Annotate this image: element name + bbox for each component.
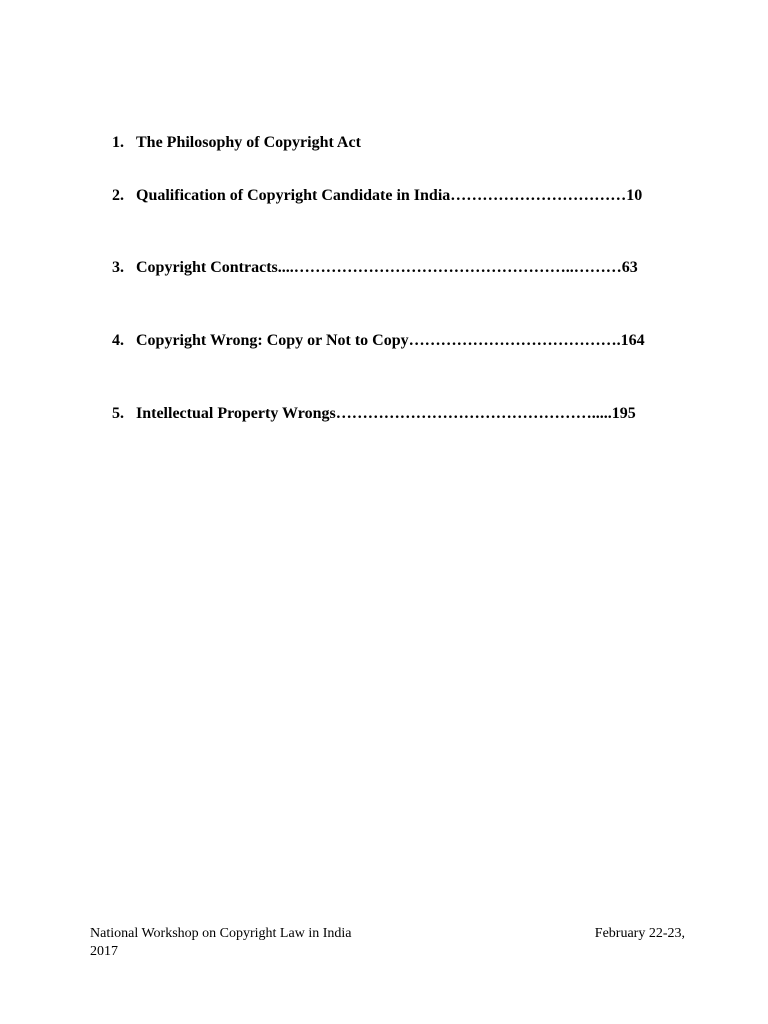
footer-date: February 22-23, xyxy=(594,926,685,941)
toc-entry-number: 3. xyxy=(112,259,124,276)
footer-event-title: National Workshop on Copyright Law in India xyxy=(90,926,352,941)
toc-entry xyxy=(112,185,642,207)
toc-entry-title: Intellectual Property Wrongs………………………………………….....195 xyxy=(136,405,636,422)
toc-entry-title: The Philosophy of Copyright Act xyxy=(136,134,361,151)
toc-entry-number: 1. xyxy=(112,134,124,151)
toc-entry-title: Copyright Contracts....……………………………………………..………63 xyxy=(136,259,638,276)
toc-entry-title: Copyright Wrong: Copy or Not to Copy………………………………….164 xyxy=(136,332,645,349)
toc-entry xyxy=(112,403,636,425)
toc-entry-number: 4. xyxy=(112,332,124,349)
toc-entry xyxy=(112,330,645,352)
toc-entry xyxy=(112,257,638,279)
toc-entry-number: 5. xyxy=(112,405,124,422)
toc-entry-number: 2. xyxy=(112,187,124,204)
toc-entry-title: Qualification of Copyright Candidate in India……………………………10 xyxy=(136,187,643,204)
footer-year: 2017 xyxy=(90,944,118,959)
toc-entry xyxy=(112,132,361,154)
